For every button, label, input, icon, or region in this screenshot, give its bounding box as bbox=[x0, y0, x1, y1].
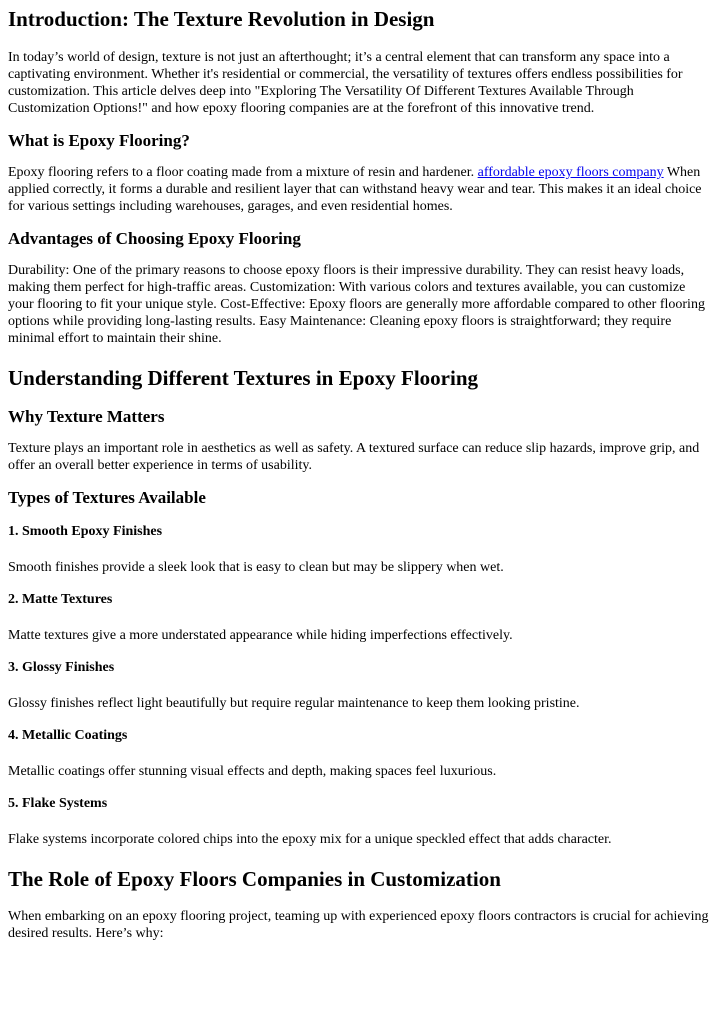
texture-type-heading: 2. Matte Textures bbox=[8, 592, 113, 607]
types-heading: Types of Textures Available bbox=[8, 488, 206, 507]
role-paragraph: When embarking on an epoxy flooring project, teaming up with experienced epoxy floors contractors is crucial for achieving desired results. Here’s why: bbox=[8, 909, 709, 941]
what-is-heading: What is Epoxy Flooring? bbox=[8, 131, 190, 150]
why-texture-heading: Why Texture Matters bbox=[8, 407, 165, 426]
texture-type-text: Metallic coatings offer stunning visual effects and depth, making spaces feel luxurious. bbox=[8, 764, 497, 779]
texture-type-text: Matte textures give a more understated appearance while hiding imperfections effectively. bbox=[8, 628, 513, 643]
intro-paragraph: In today’s world of design, texture is not just an afterthought; it’s a central element that can transform any space into a captivating environment. Whether it's residential or commercial, the versatility of textures offers endless possibilities for customization. This article delves deep into "Exploring The Versatility Of Different Textures Available Through Customization Options!" and how epoxy flooring companies are at the forefront of this innovative trend. bbox=[8, 50, 683, 116]
texture-type-text: Smooth finishes provide a sleek look that is easy to clean but may be slippery when wet. bbox=[8, 560, 504, 575]
texture-type-text: Glossy finishes reflect light beautifully but require regular maintenance to keep them looking pristine. bbox=[8, 696, 580, 711]
advantages-paragraph: Durability: One of the primary reasons to choose epoxy floors is their impressive durability. They can resist heavy loads, making them perfect for high-traffic areas. Customization: With various colors and textures available, you can customize your flooring to fit your unique style. Cost-Effective: Epoxy floors are generally more affordable compared to other flooring options while providing long-lasting results. Easy Maintenance: Cleaning epoxy floors is straightforward; they require minimal effort to maintain their shine. bbox=[8, 263, 705, 346]
role-heading: The Role of Epoxy Floors Companies in Customization bbox=[8, 867, 501, 891]
texture-type-heading: 3. Glossy Finishes bbox=[8, 660, 115, 675]
texture-type-heading: 5. Flake Systems bbox=[8, 796, 108, 811]
what-is-text-before-link: Epoxy flooring refers to a floor coating made from a mixture of resin and hardener. bbox=[8, 165, 478, 180]
texture-type-heading: 4. Metallic Coatings bbox=[8, 728, 128, 743]
what-is-text-after-link: When applied correctly, it forms a durable and resilient layer that can withstand heavy wear and tear. This makes it an ideal choice for various settings including warehouses, garages, and even residential homes. bbox=[8, 165, 702, 214]
why-texture-paragraph: Texture plays an important role in aesthetics as well as safety. A textured surface can reduce slip hazards, improve grip, and offer an overall better experience in terms of usability. bbox=[8, 441, 700, 473]
what-is-paragraph bbox=[8, 164, 712, 215]
affordable-epoxy-floors-link[interactable]: affordable epoxy floors company bbox=[477, 165, 664, 180]
texture-type-text: Flake systems incorporate colored chips into the epoxy mix for a unique speckled effect that adds character. bbox=[8, 832, 612, 847]
advantages-heading: Advantages of Choosing Epoxy Flooring bbox=[8, 229, 301, 248]
textures-heading: Understanding Different Textures in Epoxy Flooring bbox=[8, 366, 479, 390]
intro-heading: Introduction: The Texture Revolution in Design bbox=[8, 7, 435, 31]
texture-type-heading: 1. Smooth Epoxy Finishes bbox=[8, 524, 163, 539]
article bbox=[0, 7, 720, 942]
